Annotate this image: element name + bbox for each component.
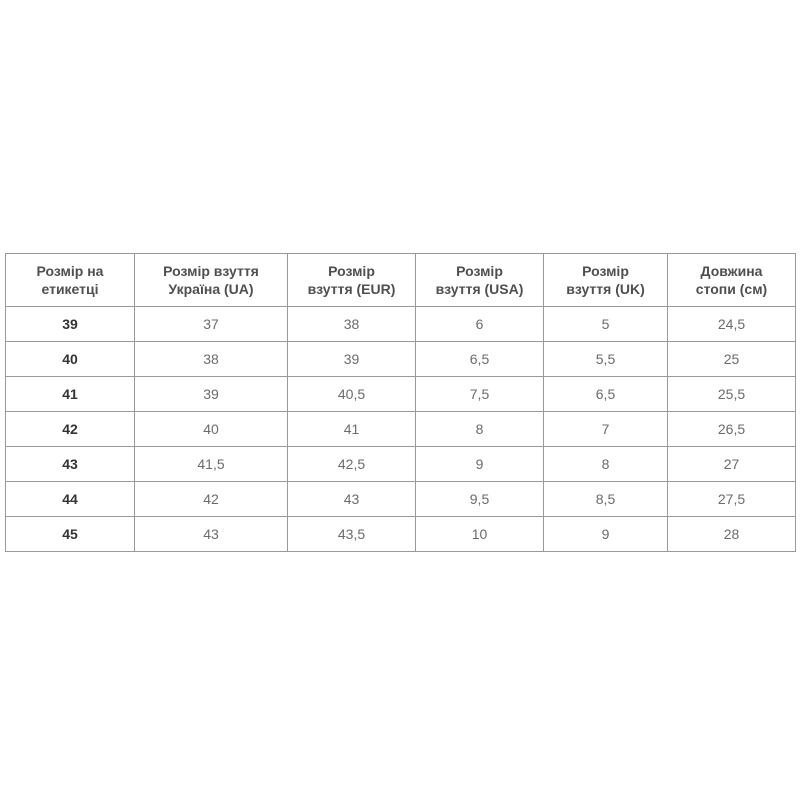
cell-ua-size: 39 — [135, 377, 288, 412]
header-ua-size — [135, 254, 288, 307]
cell-foot-length: 25,5 — [668, 377, 796, 412]
header-line: Розмір на — [36, 262, 104, 279]
header-line: Розмір — [456, 262, 503, 279]
cell-usa-size: 6,5 — [416, 342, 544, 377]
cell-eur-size: 42,5 — [288, 447, 416, 482]
cell-uk-size: 8 — [544, 447, 668, 482]
cell-uk-size: 9 — [544, 517, 668, 552]
cell-ua-size: 40 — [135, 412, 288, 447]
cell-uk-size: 7 — [544, 412, 668, 447]
header-line: Розмір — [328, 262, 375, 279]
cell-foot-length: 25 — [668, 342, 796, 377]
header-line: Розмір взуття — [163, 262, 259, 279]
cell-eur-size: 43 — [288, 482, 416, 517]
cell-usa-size: 6 — [416, 307, 544, 342]
table-row — [6, 377, 796, 412]
header-line: Довжина — [700, 262, 763, 279]
header-line: взуття (UK) — [566, 281, 645, 297]
header-line: взуття (EUR) — [307, 281, 396, 297]
cell-label-size: 42 — [6, 412, 135, 447]
cell-eur-size: 39 — [288, 342, 416, 377]
cell-foot-length: 24,5 — [668, 307, 796, 342]
table-header-row — [6, 254, 796, 307]
header-line: взуття (USA) — [435, 281, 524, 297]
cell-uk-size: 8,5 — [544, 482, 668, 517]
cell-label-size: 39 — [6, 307, 135, 342]
cell-foot-length: 28 — [668, 517, 796, 552]
table-row — [6, 447, 796, 482]
cell-uk-size: 6,5 — [544, 377, 668, 412]
cell-label-size: 43 — [6, 447, 135, 482]
table-row — [6, 517, 796, 552]
header-line: Україна (UA) — [168, 281, 254, 297]
cell-ua-size: 43 — [135, 517, 288, 552]
cell-foot-length: 27 — [668, 447, 796, 482]
shoe-size-conversion-table — [5, 253, 796, 552]
cell-ua-size: 42 — [135, 482, 288, 517]
cell-usa-size: 7,5 — [416, 377, 544, 412]
cell-usa-size: 8 — [416, 412, 544, 447]
cell-ua-size: 37 — [135, 307, 288, 342]
header-line: Розмір — [582, 262, 629, 279]
cell-foot-length: 27,5 — [668, 482, 796, 517]
header-uk-size — [544, 254, 668, 307]
cell-eur-size: 43,5 — [288, 517, 416, 552]
table-row — [6, 412, 796, 447]
table-row — [6, 482, 796, 517]
cell-eur-size: 41 — [288, 412, 416, 447]
cell-label-size: 45 — [6, 517, 135, 552]
cell-eur-size: 40,5 — [288, 377, 416, 412]
cell-foot-length: 26,5 — [668, 412, 796, 447]
table-row — [6, 342, 796, 377]
cell-ua-size: 41,5 — [135, 447, 288, 482]
cell-uk-size: 5 — [544, 307, 668, 342]
cell-ua-size: 38 — [135, 342, 288, 377]
cell-uk-size: 5,5 — [544, 342, 668, 377]
header-foot-length — [668, 254, 796, 307]
cell-label-size: 44 — [6, 482, 135, 517]
cell-label-size: 41 — [6, 377, 135, 412]
header-line: етикетці — [41, 281, 99, 297]
cell-usa-size: 9 — [416, 447, 544, 482]
cell-usa-size: 9,5 — [416, 482, 544, 517]
header-eur-size — [288, 254, 416, 307]
header-label-size — [6, 254, 135, 307]
cell-eur-size: 38 — [288, 307, 416, 342]
cell-label-size: 40 — [6, 342, 135, 377]
header-usa-size — [416, 254, 544, 307]
cell-usa-size: 10 — [416, 517, 544, 552]
header-line: стопи (см) — [695, 281, 768, 297]
table-row — [6, 307, 796, 342]
